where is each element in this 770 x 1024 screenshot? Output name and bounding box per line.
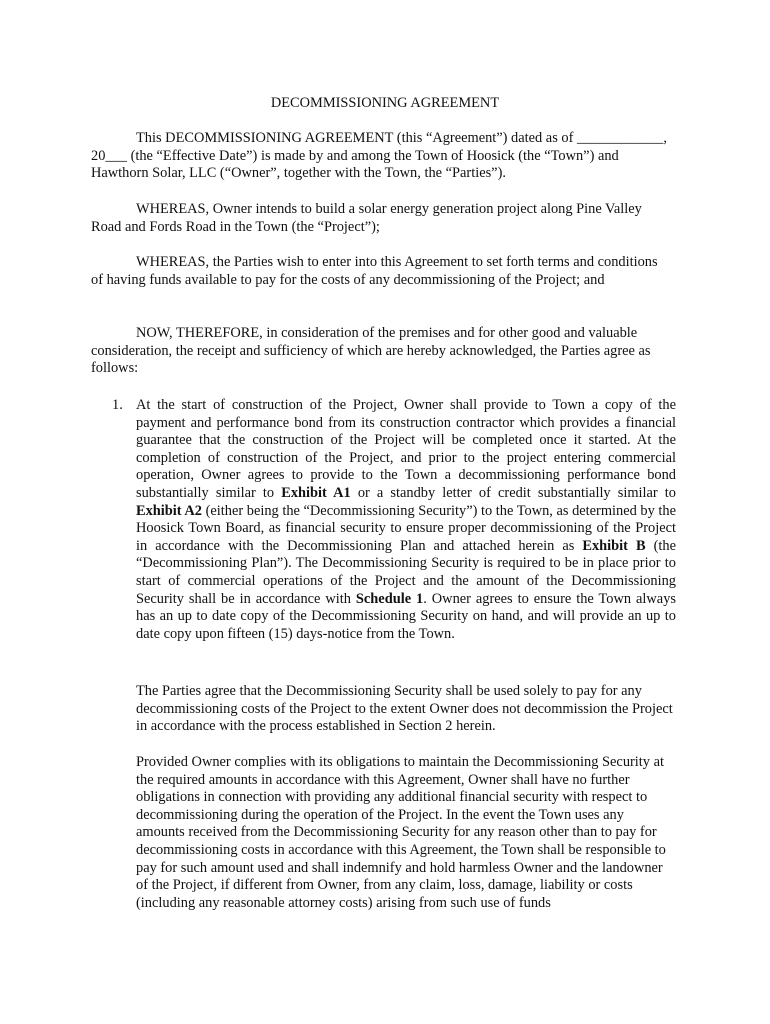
whereas-paragraph-1: WHEREAS, Owner intends to build a solar energy generation project along Pine Valley Road and Fords Road in the Town (the “Project”); <box>91 201 642 235</box>
section-1-paragraph-2: The Parties agree that the Decommissioning Security shall be used solely to pay for any decommissioning costs of the Project to the extent Owner does not decommission the Project in accordance with the process established in Section 2 herein. <box>136 683 673 735</box>
section-1-text-b: or a standby letter of credit substantially similar to <box>350 484 676 501</box>
section-1-text-d: (the “Decommissioning Plan”). The Decommissioning Security is required to be in place prior to start of commercial operations of the Project and the amount of the Decommissioning Security shall be in accordance with <box>136 537 676 607</box>
now-therefore-paragraph: NOW, THEREFORE, in consideration of the premises and for other good and valuable consideration, the receipt and sufficiency of which are hereby acknowledged, the Parties agree as follows: <box>91 325 651 377</box>
section-1-text-e: . Owner agrees to ensure the Town always has an up to date copy of the Decommissioning Security on hand, and will provide an up to date copy upon fifteen (15) days-notice from the Town. <box>136 590 676 642</box>
section-1-paragraph-1 <box>136 397 676 643</box>
schedule-1-ref: Schedule 1 <box>355 590 424 607</box>
exhibit-b-ref: Exhibit B <box>582 537 646 554</box>
whereas-paragraph-2: WHEREAS, the Parties wish to enter into this Agreement to set forth terms and conditions of having funds available to pay for the costs of any decommissioning of the Project; and <box>91 254 658 288</box>
section-1 <box>0 397 770 957</box>
exhibit-a1-ref: Exhibit A1 <box>281 484 351 501</box>
exhibit-a2-ref: Exhibit A2 <box>136 502 202 519</box>
section-1-number: 1. <box>112 397 123 413</box>
intro-paragraph: This DECOMMISSIONING AGREEMENT (this “Agreement”) dated as of ____________, 20___ (the “Effective Date”) is made by and among the Town of Hoosick (the “Town”) and Hawthorn Solar, LLC (“Owner”, together with the Town, the “Parties”). <box>91 130 667 182</box>
section-1-text-a: At the start of construction of the Project, Owner shall provide to Town a copy of the payment and performance bond from its construction contractor which provides a financial guarantee that the construction of the Project will be completed once it started. At the completion of construction of the Project, and prior to the project entering commercial operation, Owner agrees to provide to the Town a decommissioning performance bond substantially similar to <box>136 397 676 501</box>
document-title: DECOMMISSIONING AGREEMENT <box>270 95 500 111</box>
section-1-paragraph-3: Provided Owner complies with its obligations to maintain the Decommissioning Security at the required amounts in accordance with this Agreement, Owner shall have no further obligations in connection with providing any additional financial security with respect to decommissioning during the operation of the Project. In the event the Town uses any amounts received from the Decommissioning Security for any reason other than to pay for decommissioning costs in accordance with this Agreement, the Town shall be responsible to pay for such amount used and shall indemnify and hold harmless Owner and the landowner of the Project, if different from Owner, from any claim, loss, damage, liability or costs (including any reasonable attorney costs) arising from such use of funds <box>136 754 666 911</box>
section-1-text-c: (either being the “Decommissioning Security”) to the Town, as determined by the Hoosick Town Board, as financial security to ensure proper decommissioning of the Project in accordance with the Decommissioning Plan and attached herein as <box>136 502 676 554</box>
